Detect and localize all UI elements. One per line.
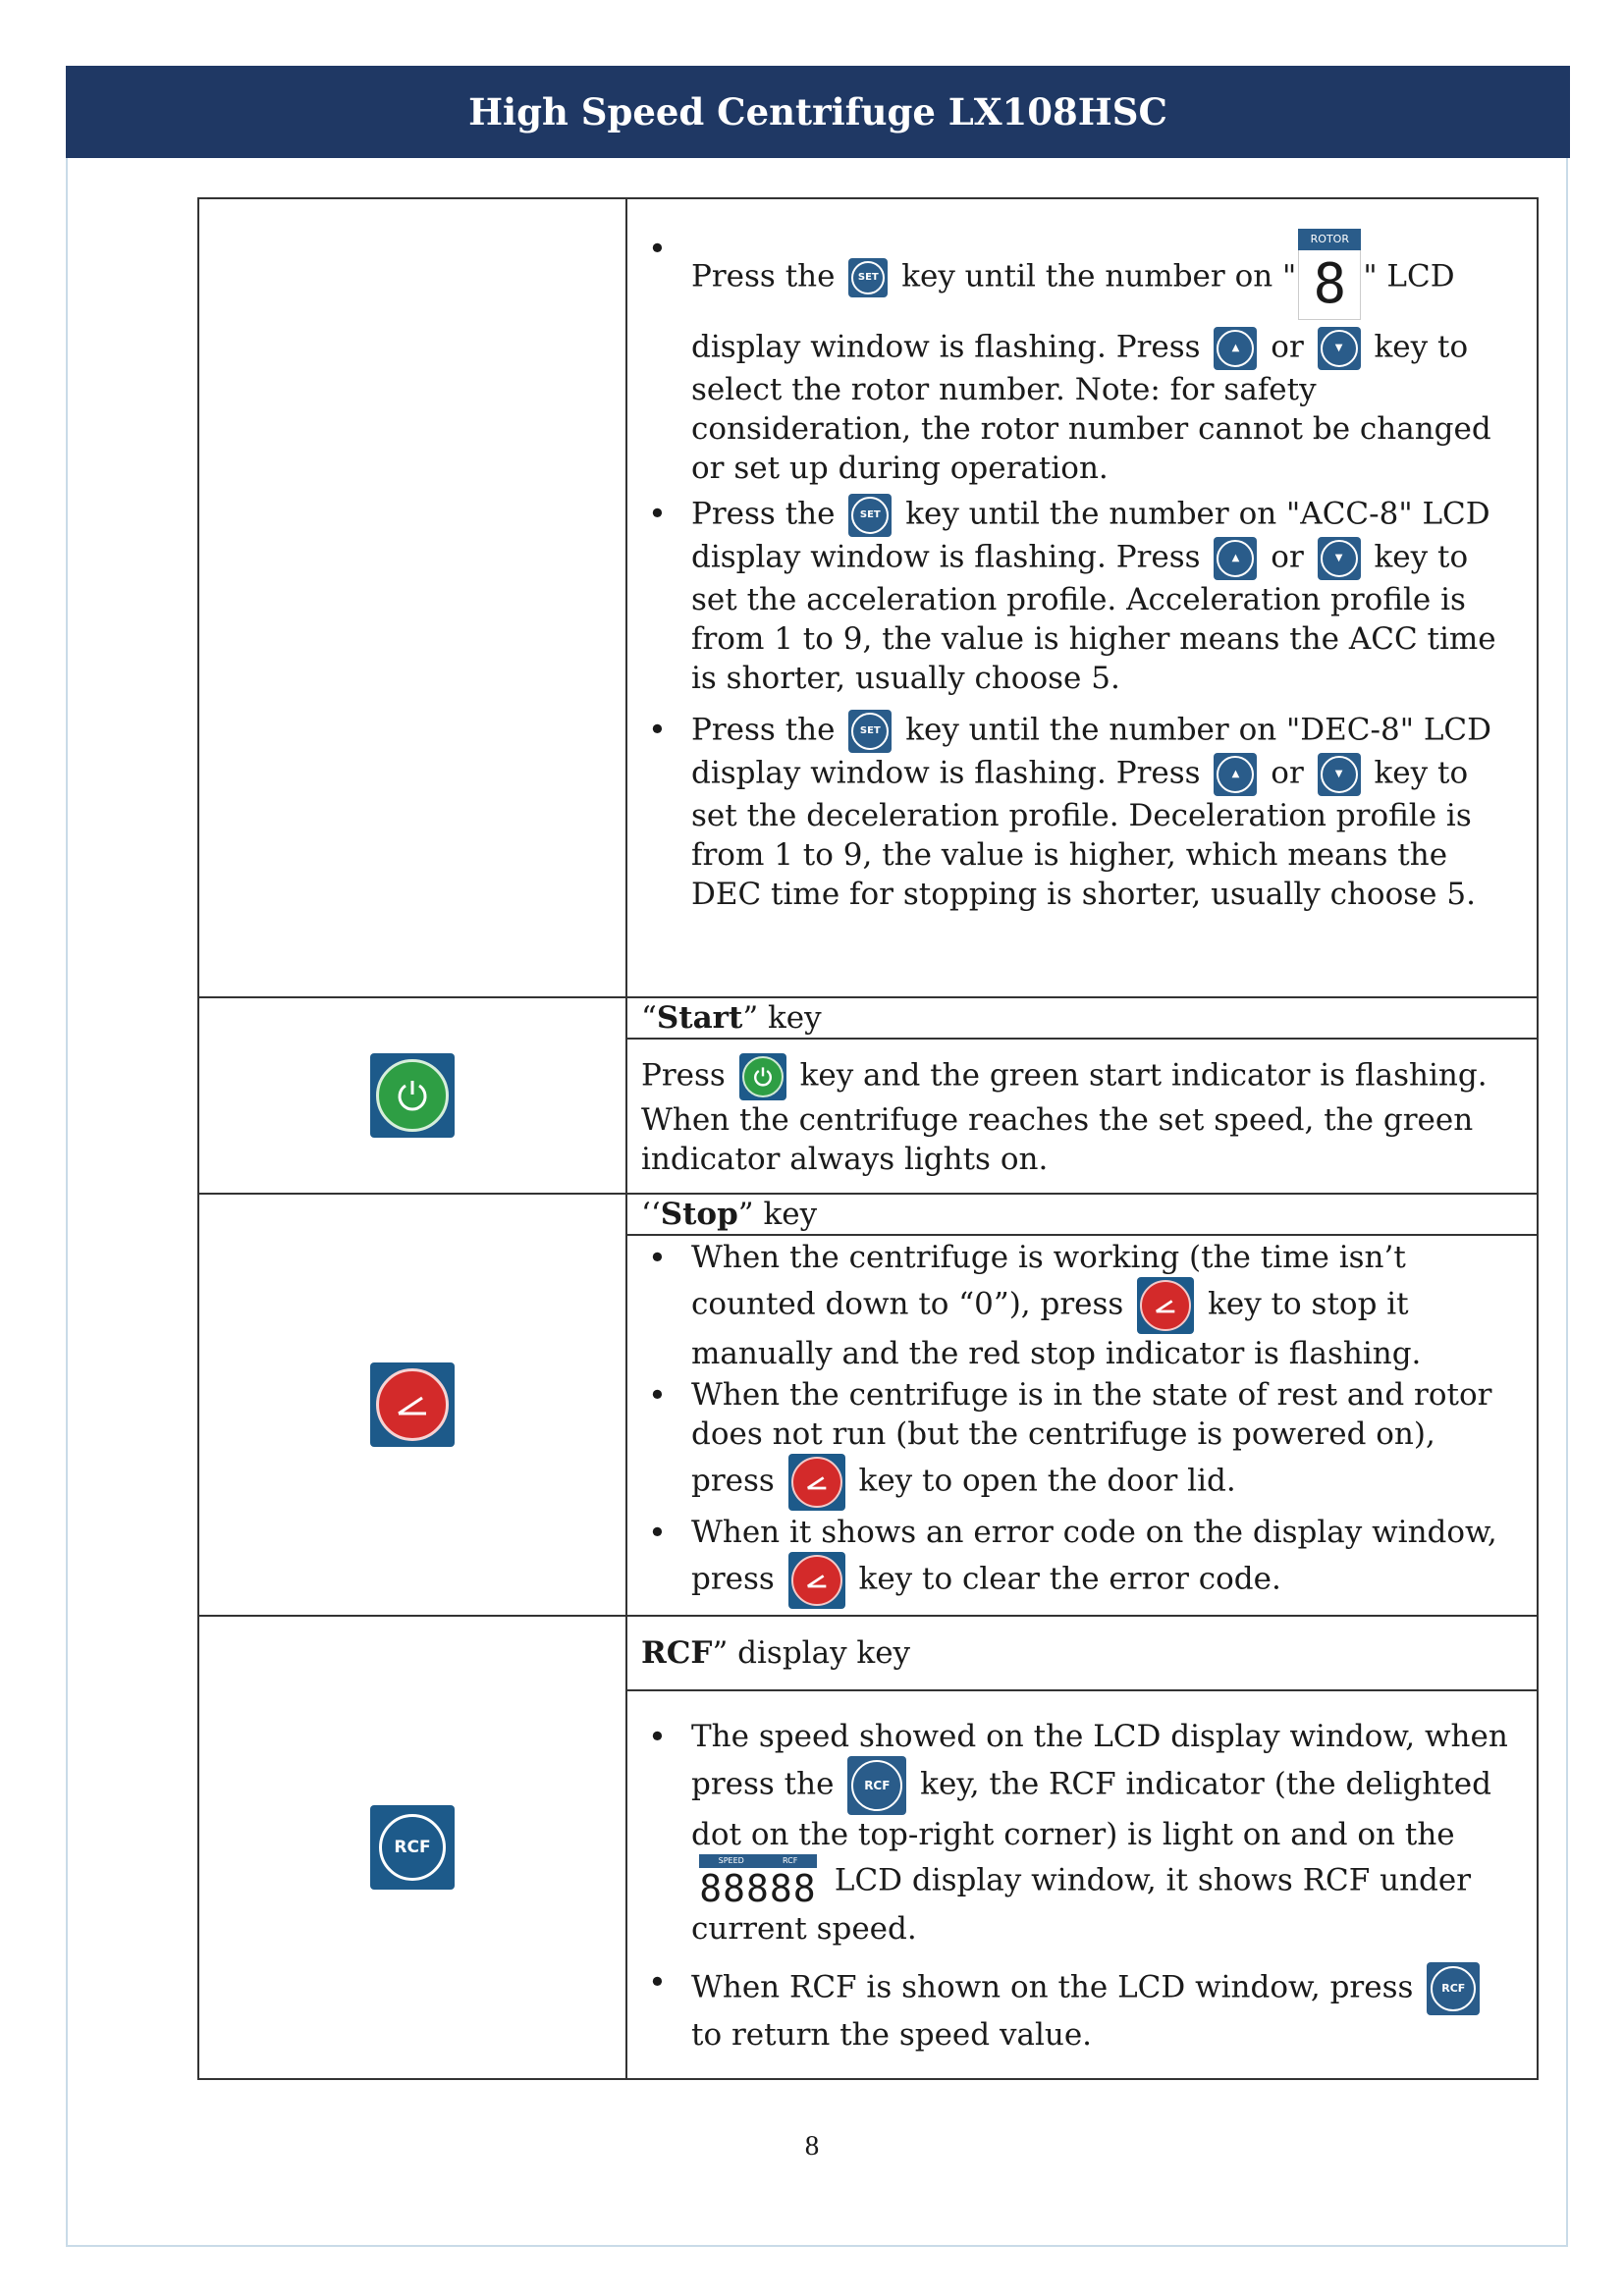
table-row-start bbox=[198, 997, 1538, 1039]
start-power-icon bbox=[370, 1053, 455, 1138]
list-item-dec: • Press the SET key until the number on "DEC-8" LCD display window is flashing. Press ▲ or ▼ key to set the deceleration profile. Deceleration profile is from 1 to 9, the value is higher, which means the DEC time for stopping is shorter, usually choose 5. bbox=[691, 710, 1523, 914]
stop-key-icon bbox=[1137, 1277, 1194, 1334]
stop-title-cell: ‘‘Stop” key bbox=[626, 1194, 1538, 1235]
stop-key-large-icon bbox=[370, 1362, 455, 1447]
down-arrow-key-icon: ▼ bbox=[1318, 537, 1361, 580]
stop-list bbox=[641, 1238, 1523, 1609]
start-title-cell: “Start” key bbox=[626, 997, 1538, 1039]
rcf-list bbox=[641, 1717, 1523, 2055]
icon-cell-rcf bbox=[198, 1616, 626, 2079]
speed-lcd-icon: SPEED RCF 88888 bbox=[699, 1856, 817, 1910]
list-item-rcf-show: • The speed showed on the LCD display window, when press the RCF key, the RCF indicator (the delighted dot on the top-right corner) is light on and on the SPEED RCF 88888 LCD display window, it shows RCF under current speed. bbox=[691, 1717, 1523, 1949]
rcf-key-icon: RCF bbox=[1427, 1962, 1480, 2015]
up-arrow-key-icon: ▲ bbox=[1214, 753, 1257, 796]
table-row-settings bbox=[198, 198, 1538, 997]
key-function-table bbox=[197, 197, 1539, 2080]
table-row-rcf bbox=[198, 1616, 1538, 1690]
list-item-rotor: • Press the SET key until the number on " ROTOR 8 " LCD display window is flashing. Press ▲ or ▼ key to select the rotor number. Note: for safety consideration, the rotor number cannot be changed or set up during operation. bbox=[691, 229, 1523, 488]
list-item-rcf-return: • When RCF is shown on the LCD window, press RCF to return the speed value. bbox=[691, 1962, 1523, 2055]
rcf-title-cell: RCF” display key bbox=[626, 1616, 1538, 1690]
page-header bbox=[66, 66, 1570, 158]
list-item-stop-manual: • When the centrifuge is working (the time isn’t counted down to “0”), press key to stop it manually and the red stop indicator is flashing. bbox=[691, 1238, 1523, 1373]
icon-cell-empty bbox=[198, 198, 626, 997]
rcf-key-icon: RCF bbox=[847, 1756, 906, 1815]
stop-title: Stop bbox=[660, 1197, 738, 1232]
header-title: High Speed Centrifuge LX108HSC bbox=[468, 90, 1167, 133]
list-item-stop-door: • When the centrifuge is in the state of rest and rotor does not run (but the centrifuge is powered on), press key to open the door lid. bbox=[691, 1375, 1523, 1511]
table-row-stop bbox=[198, 1194, 1538, 1235]
down-arrow-key-icon: ▼ bbox=[1318, 753, 1361, 796]
set-key-icon: SET bbox=[848, 710, 892, 753]
page-number: 8 bbox=[804, 2130, 820, 2162]
stop-description-cell bbox=[626, 1235, 1538, 1616]
description-cell-settings bbox=[626, 198, 1538, 997]
settings-list bbox=[641, 229, 1523, 914]
rcf-title: RCF bbox=[641, 1635, 713, 1671]
stop-key-icon bbox=[788, 1454, 845, 1511]
up-arrow-key-icon: ▲ bbox=[1214, 327, 1257, 370]
start-title: Start bbox=[656, 1000, 743, 1036]
icon-cell-start bbox=[198, 997, 626, 1194]
rotor-lcd-icon: ROTOR 8 bbox=[1298, 229, 1361, 327]
set-key-icon: SET bbox=[848, 258, 888, 297]
down-arrow-key-icon: ▼ bbox=[1318, 327, 1361, 370]
list-item-stop-error: • When it shows an error code on the display window, press key to clear the error code. bbox=[691, 1513, 1523, 1609]
icon-cell-stop bbox=[198, 1194, 626, 1616]
stop-key-icon bbox=[788, 1552, 845, 1609]
set-key-icon: SET bbox=[848, 494, 892, 537]
start-key-icon bbox=[739, 1053, 786, 1100]
rcf-description-cell bbox=[626, 1690, 1538, 2079]
up-arrow-key-icon: ▲ bbox=[1214, 537, 1257, 580]
start-description-cell: Press key and the green start indicator is flashing. When the centrifuge reaches the set speed, the green indicator always lights on. bbox=[626, 1039, 1538, 1194]
rcf-key-large-icon: RCF bbox=[370, 1805, 455, 1890]
list-item-acc: • Press the SET key until the number on "ACC-8" LCD display window is flashing. Press ▲ or ▼ key to set the acceleration profile. Acceleration profile is from 1 to 9, the value is higher means the ACC time is shorter, usually choose 5. bbox=[691, 494, 1523, 698]
